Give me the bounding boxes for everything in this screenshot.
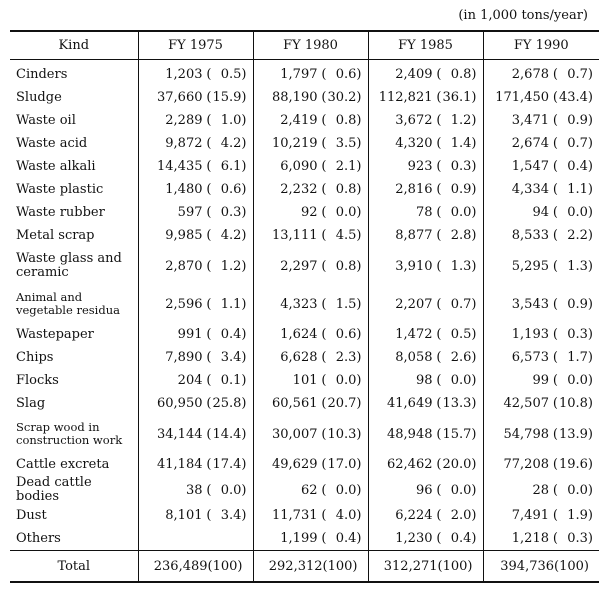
amount: 112,821 — [378, 90, 433, 105]
value-cell: 2,419 ( 0.8) — [280, 113, 362, 128]
value-cell: 60,561 (20.7) — [272, 396, 362, 411]
share-percent: 0.0 — [567, 205, 588, 220]
share-percent: 0.0 — [567, 482, 588, 498]
amount: 28 — [532, 482, 549, 498]
value-cell: 9,985 ( 4.2) — [165, 228, 247, 243]
share-percent: 0.3 — [450, 159, 472, 174]
amount: 41,184 — [157, 457, 203, 472]
share-percent: 1.5 — [335, 296, 357, 312]
amount: 60,950 — [157, 396, 203, 411]
share-percent: 1.3 — [567, 258, 588, 274]
value-cell: 9,872 ( 4.2) — [165, 136, 247, 151]
value-cell: 171,450 (43.4) — [495, 90, 593, 105]
share-percent: 0.9 — [450, 182, 472, 197]
amount: 5,295 — [511, 258, 549, 274]
share-percent: 2.3 — [335, 350, 357, 365]
amount: 1,472 — [395, 327, 433, 342]
value-cell: 991 ( 0.4) — [177, 327, 247, 342]
share-percent: 0.4 — [450, 531, 472, 546]
unit-note: (in 1,000 tons/year) — [458, 8, 588, 23]
value-cell: 3,910 ( 1.3) — [395, 258, 477, 274]
value-cell: 2,596 ( 1.1) — [165, 296, 247, 312]
share-percent: 14.4 — [212, 426, 242, 442]
kind-label: Slag — [16, 395, 46, 411]
amount: 38 — [185, 482, 203, 498]
table-row — [10, 415, 599, 453]
value-cell: 101 ( 0.0) — [292, 373, 362, 388]
share-percent: 0.8 — [335, 182, 357, 197]
amount: 48,948 — [387, 426, 433, 442]
value-cell: 98 ( 0.0) — [415, 373, 477, 388]
table-row — [10, 476, 599, 504]
value-cell: 8,877 ( 2.8) — [395, 228, 477, 243]
share-percent: 43.4 — [558, 90, 588, 105]
value-cell: 14,435 ( 6.1) — [157, 159, 247, 174]
table-row — [10, 346, 599, 369]
table-row — [10, 60, 599, 87]
table-row — [10, 453, 599, 476]
value-cell: 96 ( 0.0) — [415, 482, 477, 498]
header-fy1990: FY 1990 — [483, 31, 599, 60]
total-row — [10, 551, 599, 583]
amount: 9,872 — [165, 136, 203, 151]
amount: 2,207 — [395, 296, 433, 312]
amount: 77,208 — [503, 457, 549, 472]
share-percent: 4.2 — [220, 136, 242, 151]
table-row — [10, 392, 599, 415]
value-cell: 1,472 ( 0.5) — [395, 327, 477, 342]
kind-label: Dead cattle bodies — [16, 475, 92, 504]
share-percent: 36.1 — [442, 90, 472, 105]
amount: 8,101 — [165, 508, 203, 523]
share-percent: 0.9 — [567, 113, 588, 128]
kind-label: Metal scrap — [16, 227, 95, 243]
amount: 1,193 — [511, 327, 549, 342]
value-cell: 1,547 ( 0.4) — [511, 159, 593, 174]
value-cell: 3,471 ( 0.9) — [511, 113, 593, 128]
amount: 1,203 — [165, 67, 203, 82]
amount: 9,985 — [165, 228, 203, 243]
share-percent: 0.0 — [335, 373, 357, 388]
share-percent: 0.6 — [335, 67, 357, 82]
amount: 10,219 — [272, 136, 318, 151]
share-percent: 25.8 — [212, 396, 242, 411]
waste-table — [10, 30, 599, 583]
amount: 62 — [300, 482, 318, 498]
share-percent: 4.0 — [335, 508, 357, 523]
share-percent: 0.7 — [567, 136, 588, 151]
amount: 2,409 — [395, 67, 433, 82]
share-percent: 0.4 — [335, 531, 357, 546]
value-cell: 597 ( 0.3) — [177, 205, 247, 220]
amount: 78 — [415, 205, 433, 220]
share-percent: 13.3 — [442, 396, 472, 411]
amount: 8,533 — [511, 228, 549, 243]
share-percent: 0.8 — [335, 258, 357, 274]
share-percent: 2.6 — [450, 350, 472, 365]
amount: 4,334 — [511, 182, 549, 197]
share-percent: 15.7 — [442, 426, 472, 442]
share-percent: 1.1 — [567, 182, 588, 197]
share-percent: 0.1 — [220, 373, 242, 388]
table-row — [10, 369, 599, 392]
value-cell: 1,193 ( 0.3) — [511, 327, 593, 342]
share-percent: 3.4 — [220, 508, 242, 523]
share-percent: 20.0 — [442, 457, 472, 472]
value-cell: 6,573 ( 1.7) — [511, 350, 593, 365]
share-percent: 2.8 — [450, 228, 472, 243]
value-cell: 2,870 ( 1.2) — [165, 258, 247, 274]
kind-label: Chips — [16, 349, 54, 365]
kind-label: Waste rubber — [16, 204, 105, 220]
kind-label: Flocks — [16, 372, 59, 388]
amount: 49,629 — [272, 457, 318, 472]
header-row — [10, 31, 599, 60]
value-cell: 62 ( 0.0) — [300, 482, 362, 498]
value-cell: 2,232 ( 0.8) — [280, 182, 362, 197]
share-percent: 0.0 — [335, 482, 357, 498]
value-cell: 10,219 ( 3.5) — [272, 136, 362, 151]
amount: 99 — [532, 373, 549, 388]
amount: 8,058 — [395, 350, 433, 365]
table-row — [10, 224, 599, 247]
amount: 1,230 — [395, 531, 433, 546]
share-percent: 4.5 — [335, 228, 357, 243]
amount: 6,224 — [395, 508, 433, 523]
amount: 30,007 — [272, 426, 318, 442]
kind-label: Cattle excreta — [16, 456, 110, 472]
share-percent: 0.8 — [335, 113, 357, 128]
total-cell: 292,312 ( 100 ) — [268, 558, 358, 574]
share-percent: 10.8 — [558, 396, 588, 411]
table-row — [10, 285, 599, 323]
amount: 88,190 — [272, 90, 318, 105]
kind-label: Waste plastic — [16, 181, 104, 197]
value-cell: 8,533 ( 2.2) — [511, 228, 593, 243]
amount: 991 — [177, 327, 203, 342]
share-percent: 6.1 — [220, 159, 242, 174]
share-percent: 0.6 — [220, 182, 242, 197]
amount: 2,674 — [511, 136, 549, 151]
share-percent: 1.7 — [567, 350, 588, 365]
value-cell: 60,950 (25.8) — [157, 396, 247, 411]
value-cell: 94 ( 0.0) — [532, 205, 593, 220]
share-percent: 1.3 — [450, 258, 472, 274]
kind-label: Waste oil — [16, 112, 76, 128]
amount: 42,507 — [503, 396, 549, 411]
value-cell: 42,507 (10.8) — [503, 396, 593, 411]
value-cell: 4,320 ( 1.4) — [395, 136, 477, 151]
table-row — [10, 323, 599, 346]
amount: 41,649 — [387, 396, 433, 411]
kind-label: Scrap wood in construction work — [16, 420, 123, 447]
amount: 92 — [300, 205, 318, 220]
amount: 1,199 — [280, 531, 318, 546]
table-row — [10, 132, 599, 155]
value-cell: 92 ( 0.0) — [300, 205, 362, 220]
share-percent: 0.9 — [567, 296, 588, 312]
table-row — [10, 527, 599, 551]
value-cell: 6,224 ( 2.0) — [395, 508, 477, 523]
value-cell: 1,218 ( 0.3) — [511, 531, 593, 546]
share-percent: 2.1 — [335, 159, 357, 174]
amount: 13,111 — [272, 228, 318, 243]
amount: 101 — [292, 373, 318, 388]
value-cell: 204 ( 0.1) — [177, 373, 247, 388]
table-row — [10, 178, 599, 201]
share-percent: 0.4 — [567, 159, 588, 174]
value-cell: 1,480 ( 0.6) — [165, 182, 247, 197]
amount: 14,435 — [157, 159, 203, 174]
table-row — [10, 86, 599, 109]
total-label: Total — [10, 551, 138, 583]
amount: 7,890 — [165, 350, 203, 365]
amount: 37,660 — [157, 90, 203, 105]
amount: 3,672 — [395, 113, 433, 128]
amount: 1,480 — [165, 182, 203, 197]
value-cell: 99 ( 0.0) — [532, 373, 593, 388]
share-percent: 0.3 — [567, 531, 588, 546]
share-percent: 1.2 — [220, 258, 242, 274]
amount: 7,491 — [511, 508, 549, 523]
share-percent: 1.1 — [220, 296, 242, 312]
value-cell: 8,058 ( 2.6) — [395, 350, 477, 365]
amount: 1,624 — [280, 327, 318, 342]
kind-label: Waste glass and ceramic — [16, 251, 122, 280]
share-percent: 0.0 — [335, 205, 357, 220]
value-cell: 3,543 ( 0.9) — [511, 296, 593, 312]
share-percent: 2.0 — [450, 508, 472, 523]
amount: 6,090 — [280, 159, 318, 174]
amount: 923 — [407, 159, 433, 174]
kind-label: Wastepaper — [16, 326, 94, 342]
share-percent: 1.9 — [567, 508, 588, 523]
value-cell: 78 ( 0.0) — [415, 205, 477, 220]
value-cell: 6,628 ( 2.3) — [280, 350, 362, 365]
share-percent: 0.5 — [450, 327, 472, 342]
table-row — [10, 109, 599, 132]
share-percent: 1.4 — [450, 136, 472, 151]
share-percent: 19.6 — [558, 457, 588, 472]
value-cell: 7,890 ( 3.4) — [165, 350, 247, 365]
value-cell: 37,660 (15.9) — [157, 90, 247, 105]
value-cell: 112,821 (36.1) — [378, 90, 477, 105]
amount: 6,628 — [280, 350, 318, 365]
value-cell: 2,678 ( 0.7) — [511, 67, 593, 82]
share-percent: 0.6 — [335, 327, 357, 342]
amount: 11,731 — [272, 508, 318, 523]
value-cell: 62,462 (20.0) — [387, 457, 477, 472]
value-cell: 2,289 ( 1.0) — [165, 113, 247, 128]
value-cell: 77,208 (19.6) — [503, 457, 593, 472]
share-percent: 0.0 — [450, 373, 472, 388]
value-cell: 13,111 ( 4.5) — [272, 228, 362, 243]
amount: 34,144 — [157, 426, 203, 442]
value-cell: 2,207 ( 0.7) — [395, 296, 477, 312]
amount: 2,870 — [165, 258, 203, 274]
header-fy1980: FY 1980 — [253, 31, 368, 60]
amount: 96 — [415, 482, 433, 498]
amount: 2,289 — [165, 113, 203, 128]
share-percent: 0.3 — [567, 327, 588, 342]
amount: 597 — [177, 205, 203, 220]
share-percent: 0.4 — [220, 327, 242, 342]
total-cell: 236,489 ( 100 ) — [153, 558, 243, 574]
value-cell: 3,672 ( 1.2) — [395, 113, 477, 128]
header-fy1985: FY 1985 — [368, 31, 483, 60]
amount: 3,543 — [511, 296, 549, 312]
amount: 60,561 — [272, 396, 318, 411]
share-percent: 2.2 — [567, 228, 588, 243]
value-cell: 1,230 ( 0.4) — [395, 531, 477, 546]
share-percent: 0.5 — [220, 67, 242, 82]
value-cell: 6,090 ( 2.1) — [280, 159, 362, 174]
value-cell: 5,295 ( 1.3) — [511, 258, 593, 274]
amount: 4,320 — [395, 136, 433, 151]
table-row — [10, 155, 599, 178]
value-cell: 28 ( 0.0) — [532, 482, 593, 498]
amount: 204 — [177, 373, 203, 388]
kind-label: Dust — [16, 507, 47, 523]
share-percent: 3.5 — [335, 136, 357, 151]
value-cell: 1,797 ( 0.6) — [280, 67, 362, 82]
kind-label: Others — [16, 530, 61, 546]
amount: 3,471 — [511, 113, 549, 128]
value-cell: 2,297 ( 0.8) — [280, 258, 362, 274]
share-percent: 1.0 — [220, 113, 242, 128]
value-cell: 2,816 ( 0.9) — [395, 182, 477, 197]
table-row — [10, 201, 599, 224]
header-fy1975: FY 1975 — [138, 31, 253, 60]
kind-label: Cinders — [16, 66, 68, 82]
value-cell: 7,491 ( 1.9) — [511, 508, 593, 523]
share-percent: 0.7 — [450, 296, 472, 312]
share-percent: 3.4 — [220, 350, 242, 365]
value-cell: 1,624 ( 0.6) — [280, 327, 362, 342]
amount: 2,816 — [395, 182, 433, 197]
value-cell: 41,649 (13.3) — [387, 396, 477, 411]
share-percent: 0.3 — [220, 205, 242, 220]
kind-label: Waste acid — [16, 135, 88, 151]
amount: 1,547 — [511, 159, 549, 174]
value-cell: 2,674 ( 0.7) — [511, 136, 593, 151]
value-cell: 4,334 ( 1.1) — [511, 182, 593, 197]
value-cell: 88,190 (30.2) — [272, 90, 362, 105]
table-row — [10, 247, 599, 285]
amount: 2,596 — [165, 296, 203, 312]
share-percent: 0.0 — [567, 373, 588, 388]
share-percent: 0.0 — [450, 205, 472, 220]
value-cell: 34,144 (14.4) — [157, 426, 247, 442]
value-cell: 11,731 ( 4.0) — [272, 508, 362, 523]
value-cell: 1,203 ( 0.5) — [165, 67, 247, 82]
share-percent: 17.4 — [212, 457, 242, 472]
amount: 2,297 — [280, 258, 318, 274]
share-percent: 13.9 — [558, 426, 588, 442]
value-cell: 30,007 (10.3) — [272, 426, 362, 442]
share-percent: 0.7 — [567, 67, 588, 82]
kind-label: Animal and vegetable residua — [16, 290, 120, 317]
amount: 1,797 — [280, 67, 318, 82]
share-percent: 4.2 — [220, 228, 242, 243]
amount: 6,573 — [511, 350, 549, 365]
amount: 4,323 — [280, 296, 318, 312]
value-cell: 4,323 ( 1.5) — [280, 296, 362, 312]
value-cell: 48,948 (15.7) — [387, 426, 477, 442]
amount: 94 — [532, 205, 549, 220]
kind-label: Sludge — [16, 89, 62, 105]
amount: 8,877 — [395, 228, 433, 243]
share-percent: 0.0 — [220, 482, 242, 498]
value-cell: 38 ( 0.0) — [185, 482, 247, 498]
share-percent: 1.2 — [450, 113, 472, 128]
amount: 2,232 — [280, 182, 318, 197]
amount: 2,419 — [280, 113, 318, 128]
header-kind: Kind — [10, 31, 138, 60]
value-cell: 8,101 ( 3.4) — [165, 508, 247, 523]
share-percent: 0.0 — [450, 482, 472, 498]
value-cell: 2,409 ( 0.8) — [395, 67, 477, 82]
total-cell: 394,736 ( 100 ) — [500, 558, 589, 574]
amount: 98 — [415, 373, 433, 388]
amount: 3,910 — [395, 258, 433, 274]
amount: 171,450 — [495, 90, 549, 105]
share-percent: 10.3 — [327, 426, 357, 442]
kind-label: Waste alkali — [16, 158, 96, 174]
share-percent: 0.8 — [450, 67, 472, 82]
amount: 1,218 — [511, 531, 549, 546]
amount: 2,678 — [511, 67, 549, 82]
share-percent: 17.0 — [327, 457, 357, 472]
value-cell: 923 ( 0.3) — [407, 159, 477, 174]
value-cell: 49,629 (17.0) — [272, 457, 362, 472]
share-percent: 30.2 — [327, 90, 357, 105]
amount: 54,798 — [503, 426, 549, 442]
share-percent: 20.7 — [327, 396, 357, 411]
table-row — [10, 504, 599, 527]
value-cell: 1,199 ( 0.4) — [280, 531, 362, 546]
share-percent: 15.9 — [212, 90, 242, 105]
total-cell: 312,271 ( 100 ) — [383, 558, 473, 574]
value-cell: 54,798 (13.9) — [503, 426, 593, 442]
value-cell: 41,184 (17.4) — [157, 457, 247, 472]
amount: 62,462 — [387, 457, 433, 472]
